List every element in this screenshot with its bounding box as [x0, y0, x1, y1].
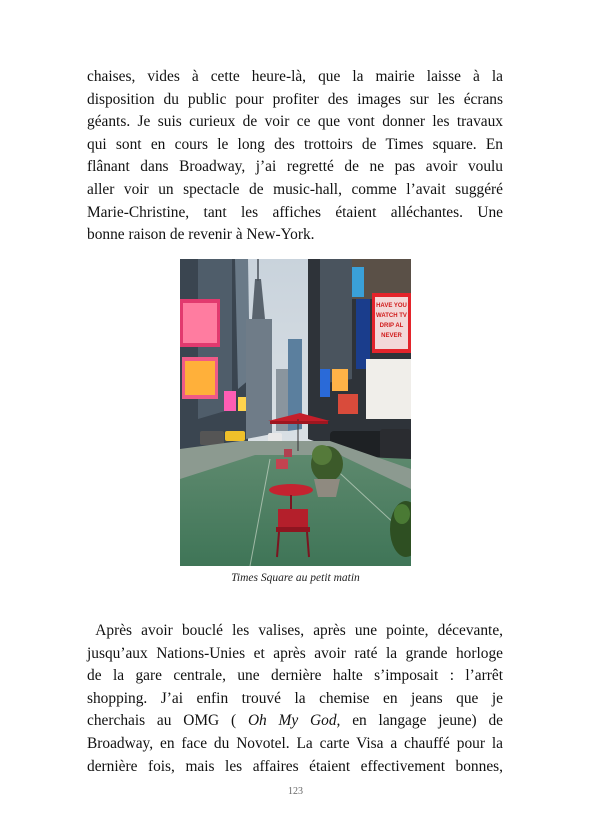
emphasized-text: Oh My God, [247, 712, 341, 730]
text-line: Broadway, en face du Novotel. La carte Visa a chauffé pour la [87, 734, 503, 752]
page-number: 123 [288, 786, 303, 797]
text-line: shopping. J’ai enfin trouvé la chemise en jeans que je [87, 689, 503, 707]
text-line: flânant dans Broadway, j’ai regretté de ne pas avoir voulu [87, 158, 503, 176]
billboard-text: NEVER [381, 333, 402, 339]
paragraph-1 [87, 66, 503, 247]
text-segment: cherchais au OMG ( [87, 712, 248, 730]
text-line: de la gare centrale, une dernière halte s’imposait : l’arrêt [87, 667, 503, 685]
text-segment: en langage jeune) de [340, 712, 504, 730]
billboard-text: DRIP AL [379, 323, 404, 329]
times-square-photo [180, 259, 411, 566]
text-line: géants. Je suis curieux de voir ce que vont donner les travaux [87, 113, 503, 131]
text-line [87, 710, 503, 733]
photo-caption: Times Square au petit matin [231, 572, 360, 584]
text-line: bonne raison de revenir à New-York. [87, 226, 315, 244]
text-line: qui sont en cours le long des trottoirs de Times square. En [87, 135, 503, 153]
text-line: Marie-Christine, tant les affiches étaient alléchantes. Une [87, 203, 503, 221]
text-line: disposition du public pour profiter des images sur les écrans [87, 90, 503, 108]
text-line: aller voir un spectacle de music-hall, comme l’avait suggéré [87, 180, 503, 198]
text-line: dernière fois, mais les affaires étaient effectivement bonnes, [87, 757, 503, 775]
billboard-text: HAVE YOU [376, 303, 407, 309]
text-line: chaises, vides à cette heure-là, que la mairie laisse à la [87, 68, 503, 85]
paragraph-2 [87, 620, 503, 778]
text-line: Après avoir bouclé les valises, après une pointe, décevante, [87, 622, 503, 639]
text-line: jusqu’aux Nations-Unies et après avoir raté la grande horloge [87, 644, 503, 662]
billboard-text: WATCH TV [376, 313, 407, 319]
